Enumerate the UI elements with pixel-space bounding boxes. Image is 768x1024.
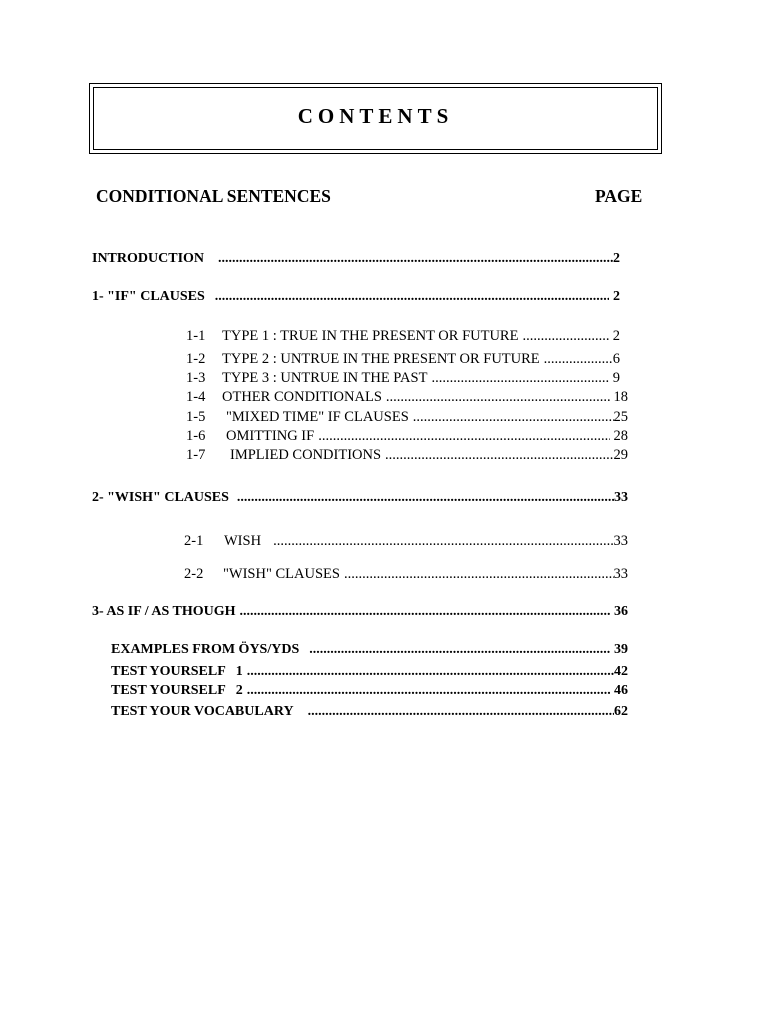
contents-title: CONTENTS: [297, 104, 454, 128]
toc-subentry-number: 1-5: [186, 409, 206, 425]
toc-entry-page: 2: [613, 289, 620, 304]
toc-subentry-label: OMITTING IF: [226, 428, 315, 444]
toc-subentry-2-1: [184, 533, 628, 550]
toc-subentry-number: 1-4: [186, 389, 206, 405]
toc-entry-label: TEST YOURSELF 1: [111, 664, 243, 679]
toc-entry-examples: [111, 642, 628, 658]
toc-subentry-1-6: [186, 428, 628, 445]
toc-entry-page: 2: [613, 251, 620, 266]
toc-entry-label: 3- AS IF / AS THOUGH: [92, 604, 236, 619]
toc-subentry-1-4: [186, 389, 628, 406]
toc-subentry-label: IMPLIED CONDITIONS: [230, 447, 382, 463]
toc-leader-dots: [431, 370, 608, 387]
toc-leader-dots: [386, 389, 610, 406]
toc-entry-page: 33: [613, 566, 628, 582]
toc-entry-page: 36: [614, 604, 628, 619]
toc-leader-dots: [309, 642, 610, 658]
toc-entry-page: 18: [613, 389, 628, 405]
toc-subentry-label: TYPE 3 : UNTRUE IN THE PAST: [222, 370, 428, 386]
toc-leader-dots: [247, 664, 614, 680]
toc-entry-page: 29: [613, 447, 628, 463]
toc-entry-page: 33: [614, 490, 628, 505]
page-column-heading: PAGE: [595, 186, 643, 206]
toc-entry-label: TEST YOURSELF 2: [111, 683, 243, 698]
toc-entry-page: 28: [613, 428, 628, 444]
toc-leader-dots: [318, 428, 609, 445]
toc-entry-page: 25: [613, 409, 628, 425]
toc-subentry-1-1: [186, 328, 620, 345]
toc-entry-test-yourself-2: [111, 683, 628, 699]
toc-subentry-number: 1-7: [186, 447, 206, 463]
toc-entry-page: 39: [614, 642, 628, 657]
toc-leader-dots: [273, 533, 613, 550]
toc-entry-label: TEST YOUR VOCABULARY: [111, 704, 294, 719]
toc-entry-label: 2- "WISH" CLAUSES: [92, 490, 229, 505]
toc-leader-dots: [240, 604, 610, 620]
toc-subentry-number: 1-6: [186, 428, 206, 444]
section-heading: CONDITIONAL SENTENCES: [96, 186, 331, 206]
toc-entry-page: 62: [614, 704, 628, 719]
toc-entry-test-your-vocabulary: [111, 704, 628, 720]
toc-leader-dots: [385, 447, 613, 464]
toc-leader-dots: [308, 704, 614, 720]
toc-subentry-number: 2-2: [184, 566, 204, 582]
toc-subentry-label: WISH: [224, 533, 262, 549]
toc-entry-page: 33: [613, 533, 628, 549]
toc-subentry-1-3: [186, 370, 620, 387]
toc-subentry-number: 1-1: [186, 328, 206, 344]
toc-leader-dots: [344, 566, 614, 583]
toc-leader-dots: [215, 289, 609, 305]
toc-entry-page: 46: [614, 683, 628, 698]
toc-entry-page: 9: [612, 370, 620, 386]
toc-entry-label: INTRODUCTION: [92, 251, 205, 266]
toc-entry-page: 6: [612, 351, 620, 367]
toc-subentry-label: TYPE 2 : UNTRUE IN THE PRESENT OR FUTURE: [222, 351, 540, 367]
toc-entry-page: 42: [614, 664, 628, 679]
toc-subentry-1-5: [186, 409, 628, 426]
toc-subentry-number: 1-2: [186, 351, 206, 367]
toc-subentry-label: "WISH" CLAUSES: [223, 566, 340, 582]
contents-title-box: [89, 83, 662, 154]
toc-leader-dots: [544, 351, 613, 368]
toc-leader-dots: [247, 683, 610, 699]
toc-subentry-label: TYPE 1 : TRUE IN THE PRESENT OR FUTURE: [222, 328, 519, 344]
toc-leader-dots: [413, 409, 614, 426]
toc-subentry-label: OTHER CONDITIONALS: [222, 389, 382, 405]
toc-subentry-number: 2-1: [184, 533, 204, 549]
toc-leader-dots: [522, 328, 608, 345]
toc-subentry-2-2: [184, 566, 628, 583]
toc-leader-dots: [237, 490, 614, 506]
toc-subentry-1-7: [186, 447, 628, 464]
toc-entry-page: 2: [612, 328, 620, 344]
toc-entry-as-if: [92, 604, 628, 620]
toc-entry-label: EXAMPLES FROM ÖYS/YDS: [111, 642, 300, 657]
toc-entry-wish-clauses: [92, 490, 628, 506]
toc-entry-if-clauses: [92, 289, 620, 305]
toc-leader-dots: [218, 251, 613, 267]
toc-subentry-1-2: [186, 351, 620, 368]
toc-subentry-number: 1-3: [186, 370, 206, 386]
toc-entry-test-yourself-1: [111, 664, 628, 680]
toc-entry-introduction: [92, 251, 620, 267]
toc-entry-label: 1- "IF" CLAUSES: [92, 289, 205, 304]
toc-subentry-label: "MIXED TIME" IF CLAUSES: [226, 409, 409, 425]
